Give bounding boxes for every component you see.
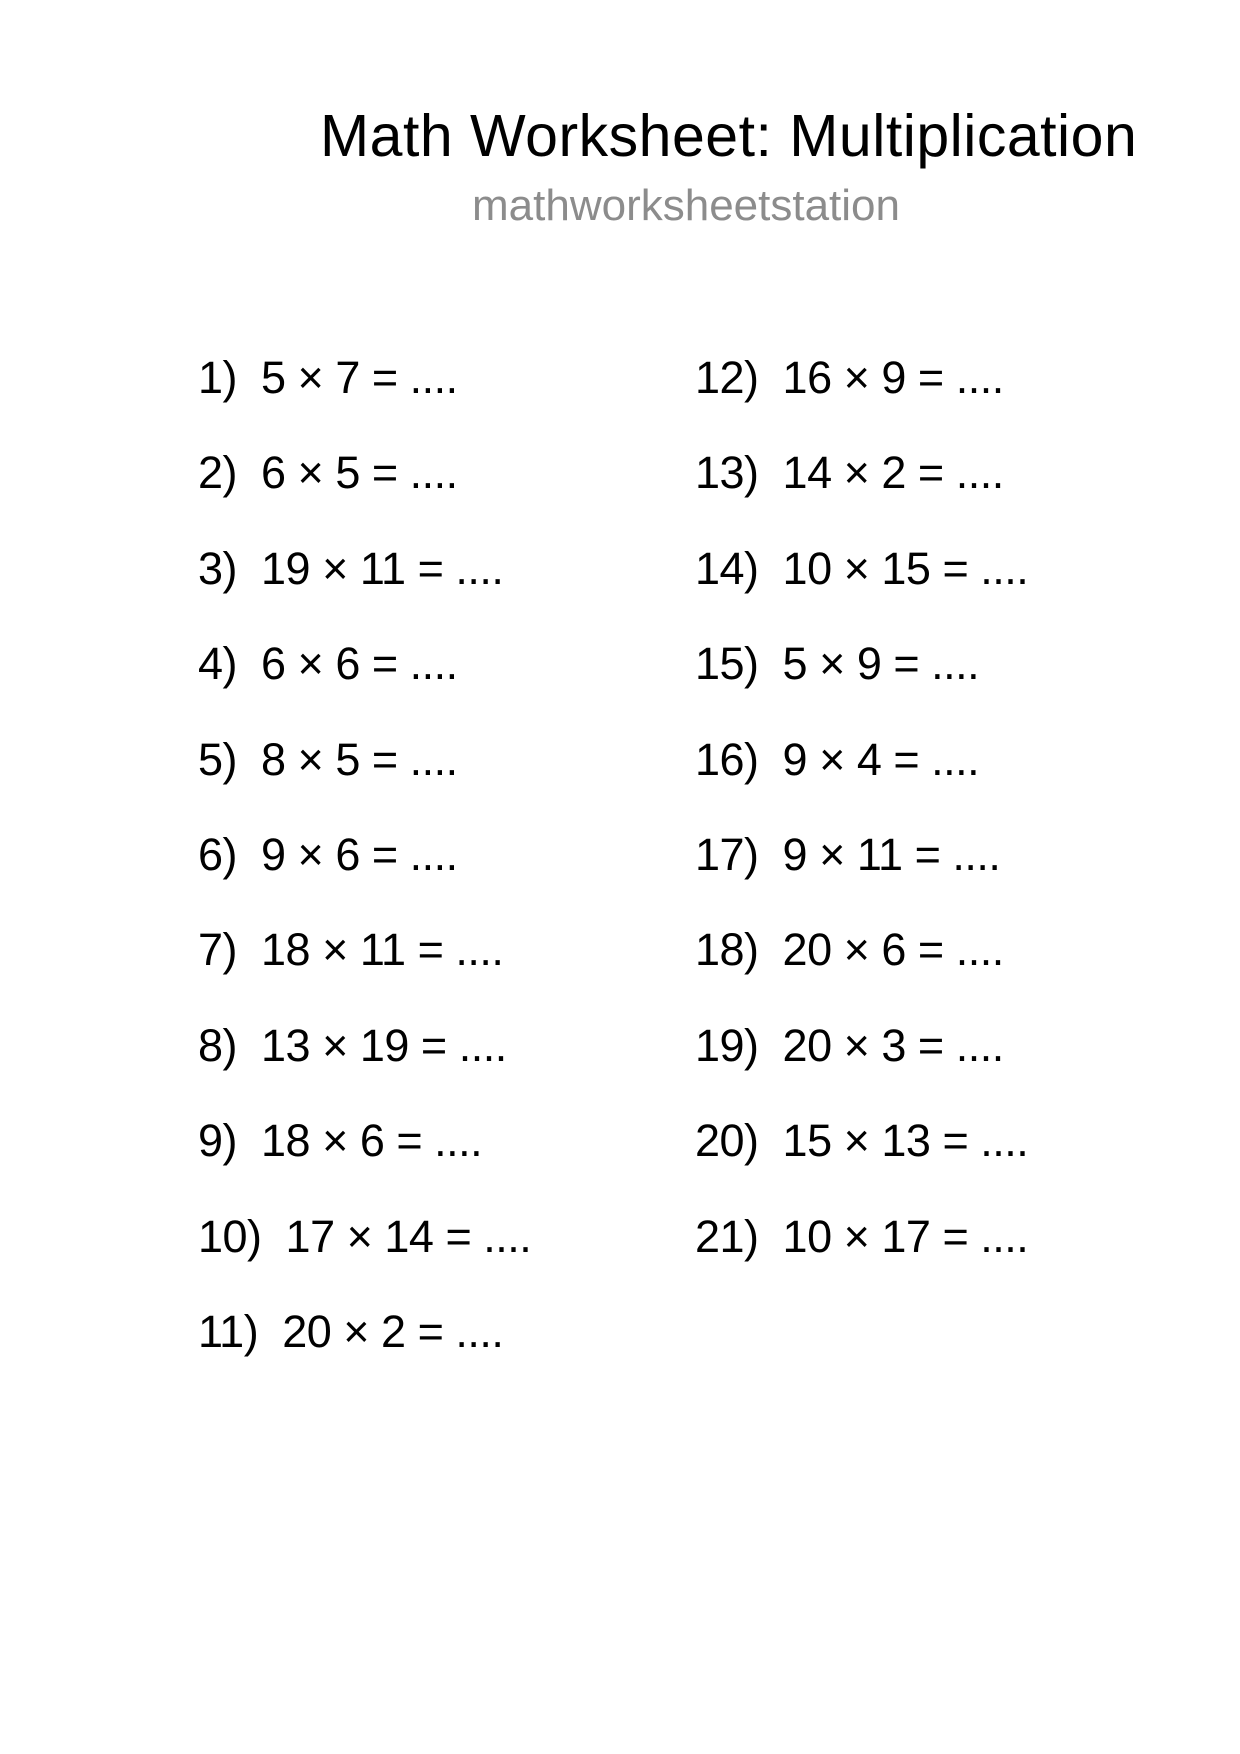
problem-number: 21) — [695, 1210, 759, 1262]
problem-row — [198, 998, 531, 1093]
problem-row — [695, 616, 1028, 711]
problem-expression: 5 × 9 = .... — [782, 638, 980, 690]
problem-expression: 13 × 19 = .... — [261, 1019, 507, 1071]
problem-number: 19) — [695, 1019, 759, 1071]
problem-number: 13) — [695, 447, 759, 499]
problem-row — [695, 425, 1028, 520]
problem-expression: 10 × 15 = .... — [782, 542, 1029, 594]
problem-expression: 9 × 6 = .... — [261, 828, 458, 880]
problem-expression: 16 × 9 = .... — [782, 352, 1004, 403]
problem-row — [695, 902, 1028, 997]
problem-number: 5) — [198, 733, 238, 785]
problem-row — [198, 1284, 531, 1379]
problem-row — [198, 616, 531, 711]
problem-expression: 10 × 17 = .... — [782, 1210, 1029, 1262]
problem-number: 14) — [695, 542, 759, 594]
problem-expression: 5 × 7 = .... — [261, 352, 458, 403]
problem-expression: 15 × 13 = .... — [782, 1115, 1029, 1167]
problem-row — [198, 521, 531, 616]
problem-expression: 6 × 5 = .... — [261, 447, 458, 499]
problem-row — [695, 330, 1028, 425]
problem-row — [198, 330, 531, 425]
problem-number: 15) — [695, 638, 759, 690]
problem-number: 10) — [198, 1210, 262, 1262]
problem-number: 18) — [695, 924, 759, 976]
problem-row — [198, 807, 531, 902]
problem-number: 4) — [198, 638, 238, 690]
problem-number: 8) — [198, 1019, 238, 1071]
problem-expression: 18 × 11 = .... — [261, 924, 504, 976]
problems-right-column — [695, 330, 1028, 1284]
problem-row — [695, 1093, 1028, 1188]
problem-row — [198, 425, 531, 520]
problem-number: 7) — [198, 924, 238, 976]
problem-number: 11) — [198, 1305, 259, 1357]
problem-expression: 9 × 11 = .... — [782, 828, 1001, 880]
problem-number: 6) — [198, 828, 238, 880]
problem-expression: 8 × 5 = .... — [261, 733, 458, 785]
problem-row — [695, 1189, 1028, 1284]
problem-number: 9) — [198, 1115, 238, 1167]
problem-expression: 20 × 2 = .... — [282, 1305, 504, 1357]
problem-expression: 14 × 2 = .... — [782, 447, 1004, 499]
problem-number: 17) — [695, 828, 759, 880]
problem-number: 2) — [198, 447, 238, 499]
page-subtitle: mathworksheetstation — [472, 181, 900, 230]
problem-number: 3) — [198, 542, 238, 594]
problem-row — [198, 1093, 531, 1188]
problem-expression: 6 × 6 = .... — [261, 638, 458, 690]
problems-left-column — [198, 330, 531, 1379]
problem-number: 1) — [198, 352, 238, 403]
problem-row — [695, 712, 1028, 807]
page-title: Math Worksheet: Multiplication — [320, 103, 1138, 169]
problem-number: 16) — [695, 733, 759, 785]
problem-row — [198, 1189, 531, 1284]
problem-expression: 18 × 6 = .... — [261, 1115, 483, 1167]
problem-row — [695, 998, 1028, 1093]
problem-row — [695, 521, 1028, 616]
problem-expression: 20 × 3 = .... — [782, 1019, 1004, 1071]
problem-number: 12) — [695, 352, 759, 403]
problem-row — [198, 902, 531, 997]
problem-number: 20) — [695, 1115, 759, 1167]
problem-expression: 9 × 4 = .... — [782, 733, 980, 785]
problem-row — [198, 712, 531, 807]
problem-expression: 20 × 6 = .... — [782, 924, 1004, 976]
problem-expression: 17 × 14 = .... — [285, 1210, 532, 1262]
problem-row — [695, 807, 1028, 902]
problem-expression: 19 × 11 = .... — [261, 542, 504, 594]
